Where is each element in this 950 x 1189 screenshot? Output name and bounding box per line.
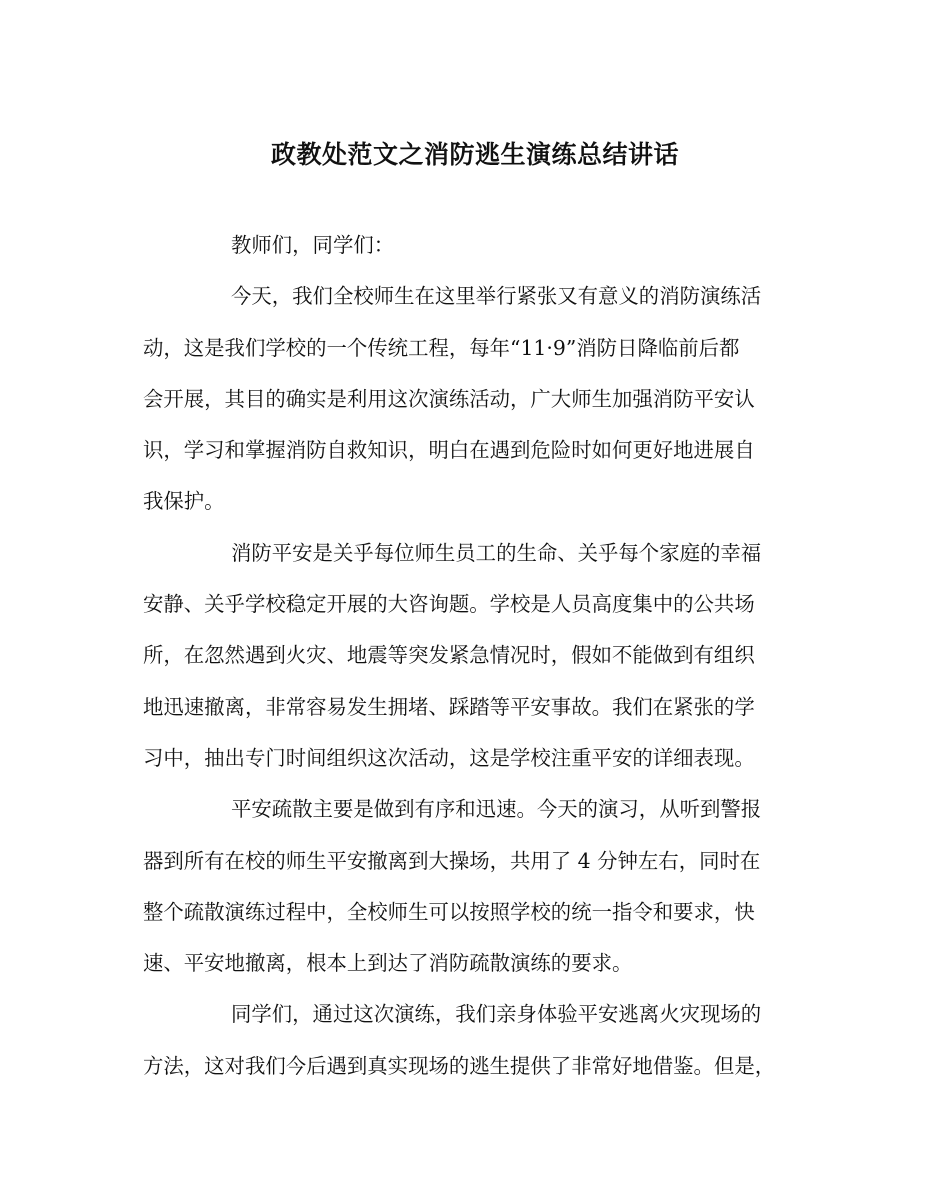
paragraph-3-line-3: 整个疏散演练过程中，全校师生可以按照学校的统一指令和要求，快 (143, 899, 755, 924)
paragraph-2-line-1: 消防平安是关乎每位师生员工的生命、关乎每个家庭的幸福 (231, 540, 762, 565)
document-body (143, 220, 807, 1092)
paragraph-3-line-4: 速、平安地撤离，根本上到达了消防疏散演练的要求。 (143, 951, 633, 976)
paragraph-1-line-3: 会开展，其目的确实是利用这次演练活动，广大师生加强消防平安认 (143, 386, 755, 411)
paragraph-4-line-1: 同学们，通过这次演练，我们亲身体验平安逃离火灾现场的 (231, 1002, 762, 1027)
paragraph-3-line-1: 平安疏散主要是做到有序和迅速。今天的演习，从听到警报 (231, 797, 762, 822)
paragraph-1-line-4: 识，学习和掌握消防自救知识，明白在遇到危险时如何更好地进展自 (143, 438, 755, 463)
salutation-line: 教师们，同学们： (231, 233, 395, 257)
paragraph-2-line-5: 习中，抽出专门时间组织这次活动，这是学校注重平安的详细表现。 (143, 745, 755, 770)
paragraph-3-line-2: 器到所有在校的师生平安撤离到大操场，共用了 4 分钟左右，同时在 (143, 848, 761, 873)
paragraph-1-line-5: 我保护。 (143, 489, 225, 514)
paragraph-2-line-3: 所，在忽然遇到火灾、地震等突发紧急情况时，假如不能做到有组织 (143, 643, 755, 668)
paragraph-1-line-1: 今天，我们全校师生在这里举行紧张又有意义的消防演练活 (231, 284, 762, 309)
paragraph-2-line-2: 安静、关乎学校稳定开展的大咨询题。学校是人员高度集中的公共场 (143, 592, 755, 617)
paragraph-2-line-4: 地迅速撤离，非常容易发生拥堵、踩踏等平安事故。我们在紧张的学 (143, 694, 755, 719)
paragraph-1-line-2: 动，这是我们学校的一个传统工程，每年“11·9”消防日降临前后都 (143, 335, 740, 360)
paragraph-4-line-2: 方法，这对我们今后遇到真实现场的逃生提供了非常好地借鉴。但是， (143, 1053, 776, 1078)
document-title: 政教处范文之消防逃生演练总结讲话 (270, 140, 679, 169)
